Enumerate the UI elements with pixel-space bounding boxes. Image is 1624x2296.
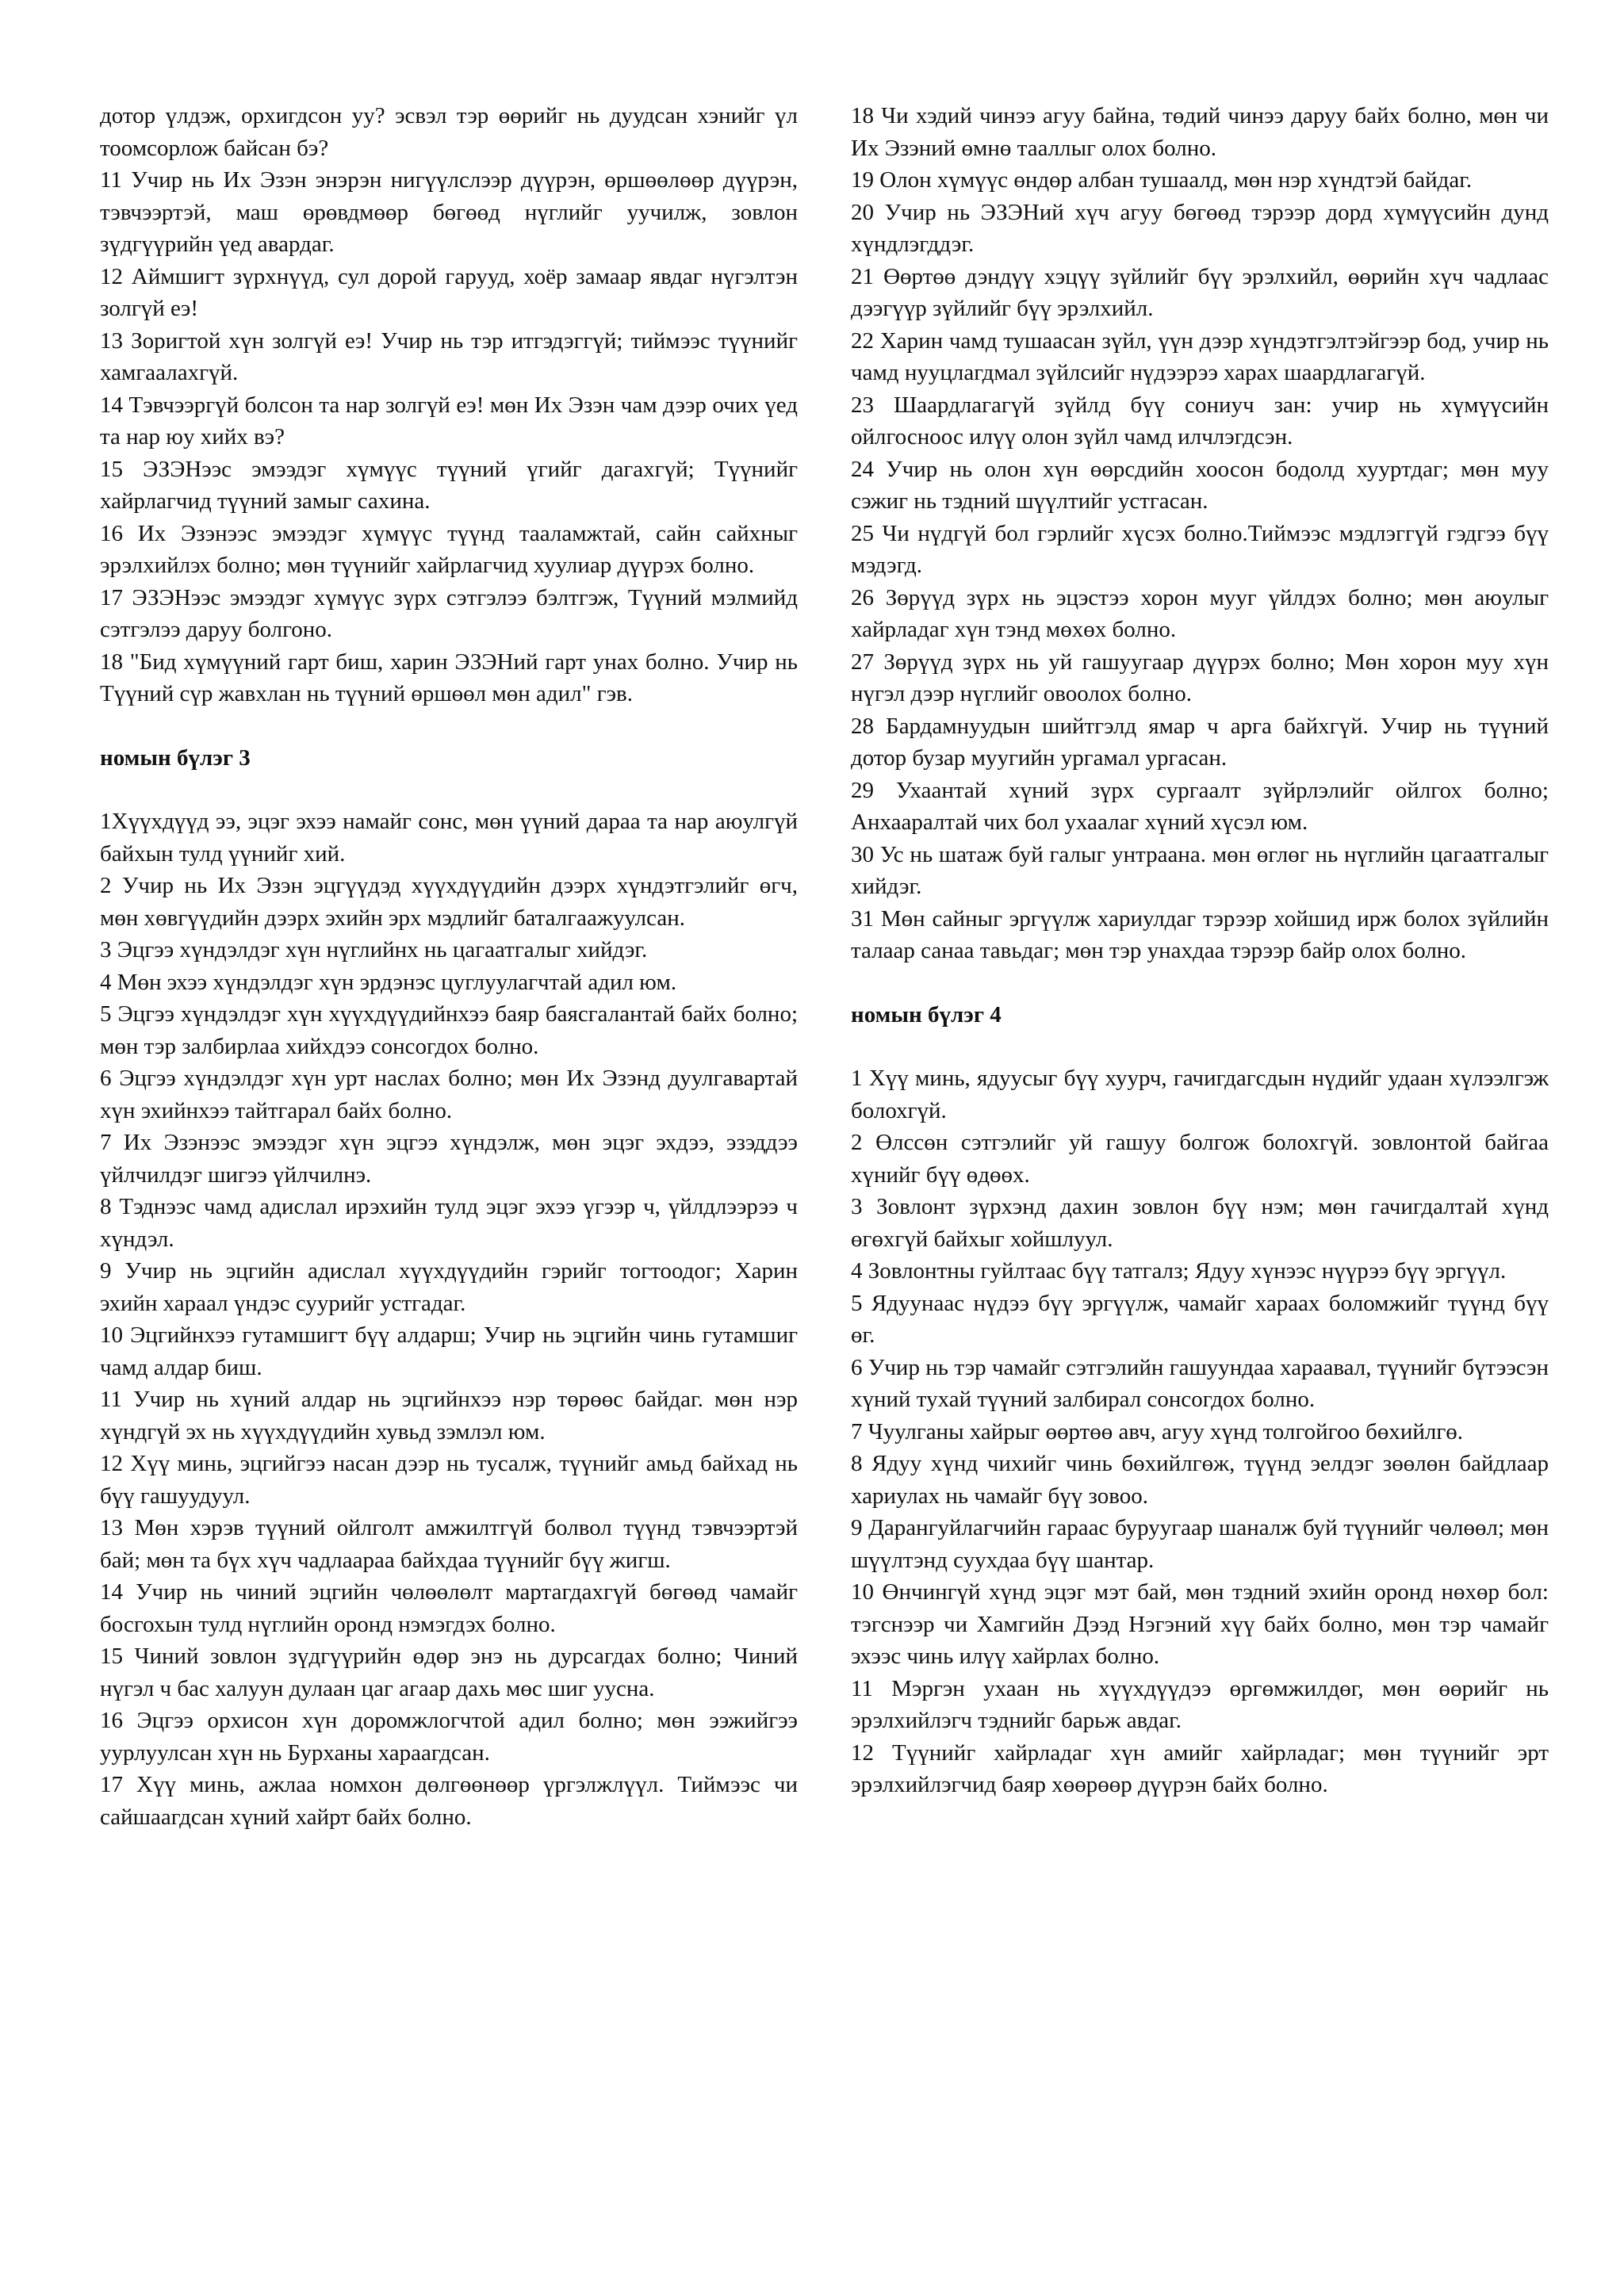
verse: 11 Учир нь хүний алдар нь эцгийнхээ нэр төрөөс байдаг. мөн нэр хүндгүй эх нь хүүхдүүдийн хувьд зэмлэл юм. (100, 1387, 798, 1445)
verse: 4 Мөн эхээ хүндэлдэг хүн эрдэнэс цуглуулагчтай адил юм. (100, 969, 677, 995)
right-verses-continuation (851, 100, 1549, 967)
verse: 3 Зовлонт зүрхэнд дахин зовлон бүү нэм; мөн гачигдалтай хүнд өгөхгүй байхыг хойшлуул. (851, 1194, 1549, 1252)
verse: 21 Өөртөө дэндүү хэцүү зүйлийг бүү эрэлхийл, өөрийн хүч чадлаас дээгүүр зүйлийг бүү эрэлхийл. (851, 263, 1549, 321)
verse: 10 Өнчингүй хүнд эцэг мэт бай, мөн тэдний эхийн оронд нөхөр бол: тэгснээр чи Хамгийн Дээд Нэгэний хүү байх болно, мөн тэр чамайг эхээс чинь илүү хайрлах болно. (851, 1579, 1549, 1669)
verse: 9 Учир нь эцгийн адислал хүүхдүүдийн гэрийг тогтоодог; Харин эхийн хараал үндэс суурийг устгадаг. (100, 1258, 798, 1316)
verse: 6 Эцгээ хүндэлдэг хүн урт наслах болно; мөн Их Эзэнд дуулгавартай хүн эхийнхээ тайтгарал байх болно. (100, 1066, 798, 1123)
verse: 13 Зоригтой хүн золгүй еэ! Учир нь тэр итгэдэггүй; тиймээс түүнийг хамгаалахгүй. (100, 327, 798, 385)
verse: 11 Учир нь Их Эзэн энэрэн нигүүлслээр дүүрэн, өршөөлөөр дүүрэн, тэвчээртэй, маш өрөвдмөөр бөгөөд нүглийг уучилж, зовлон зүдгүүрийн үед авардаг. (100, 167, 798, 257)
verse: 17 Хүү минь, ажлаа номхон дөлгөөнөөр үргэлжлүүл. Тиймээс чи сайшаагдсан хүний хайрт байх болно. (100, 1772, 798, 1830)
verse: 24 Учир нь олон хүн өөрсдийн хоосон бодолд хууртдаг; мөн муу сэжиг нь тэдний шүүлтийг устгасан. (851, 456, 1549, 514)
verse: 10 Эцгийнхээ гутамшигт бүү алдарш; Учир нь эцгийн чинь гутамшиг чамд алдар биш. (100, 1322, 798, 1380)
verse: 12 Хүү минь, эцгийгээ насан дээр нь тусалж, түүнийг амьд байхад нь бүү гашуудуул. (100, 1451, 798, 1509)
verse: 12 Түүнийг хайрладаг хүн амийг хайрладаг; мөн түүнийг эрт эрэлхийлэгчид баяр хөөрөөр дүүрэн байх болно. (851, 1739, 1549, 1797)
verse: 30 Ус нь шатаж буй галыг унтраана. мөн өглөг нь нүглийн цагаатгалыг хийдэг. (851, 841, 1549, 899)
verse: 20 Учир нь ЭЗЭНий хүч агуу бөгөөд тэрээр дорд хүмүүсийн дунд хүндлэгддэг. (851, 199, 1549, 257)
chapter-3-verses (100, 806, 798, 1833)
verse: 7 Чуулганы хайрыг өөртөө авч, агуу хүнд толгойгоо бөхийлгө. (851, 1418, 1463, 1445)
verse: 27 Зөрүүд зүрх нь уй гашуугаар дүүрэх болно; Мөн хорон муу хүн нүгэл дээр нүглийг овоолох болно. (851, 649, 1549, 706)
verse: 17 ЭЗЭНээс эмээдэг хүмүүс зүрх сэтгэлээ бэлтгэж, Түүний мэлмийд сэтгэлээ даруу болгоно. (100, 584, 798, 642)
chapter-4-verses (851, 1062, 1549, 1801)
verse: 28 Бардамнуудын шийтгэлд ямар ч арга байхгүй. Учир нь түүний дотор бузар муугийн ургамал ургасан. (851, 713, 1549, 771)
verse: 16 Эцгээ орхисон хүн доромжлогчтой адил болно; мөн ээжийгээ уурлуулсан хүн нь Бурханы хараагдсан. (100, 1708, 798, 1766)
verse: 3 Эцгээ хүндэлдэг хүн нүглийнх нь цагаатгалыг хийдэг. (100, 937, 648, 962)
verse: 13 Мөн хэрэв түүний ойлголт амжилтгүй болвол түүнд тэвчээртэй бай; мөн та бүх хүч чадлаараа байхдаа түүнийг бүү жигш. (100, 1515, 798, 1573)
verse: 18 Чи хэдий чинээ агуу байна, төдий чинээ даруу байх болно, мөн чи Их Эзэний өмнө тааллыг олох болно. (851, 103, 1549, 161)
verse: 14 Учир нь чиний эцгийн чөлөөлөлт мартагдахгүй бөгөөд чамайг босгохын тулд нүглийн оронд нэмэгдэх болно. (100, 1579, 798, 1637)
chapter-heading: номын бүлэг 3 (100, 744, 251, 771)
verse: 22 Харин чамд тушаасан зүйл, үүн дээр хүндэтгэлтэйгээр бод, учир нь чамд нууцлагдмал зүйлсийг нүдээрээ харах шаардлагагүй. (851, 327, 1549, 385)
verse: 15 ЭЗЭНээс эмээдэг хүмүүс түүний үгийг дагахгүй; Түүнийг хайрлагчид түүний замыг сахина. (100, 456, 798, 514)
verse: 26 Зөрүүд зүрх нь эцэстээ хорон мууг үйлдэх болно; мөн аюулыг хайрладаг хүн тэнд мөхөх болно. (851, 584, 1549, 642)
verse: 4 Зовлонтны гуйлтаас бүү татгалз; Ядуу хүнээс нүүрээ бүү эргүүл. (851, 1258, 1507, 1284)
verse: 16 Их Эзэнээс эмээдэг хүмүүс түүнд тааламжтай, сайн сайхныг эрэлхийлэх болно; мөн түүнийг хайрлагчид хуулиар дүүрэх болно. (100, 520, 798, 578)
verse: 9 Дарангуйлагчийн гараас буруугаар шаналж буй түүнийг чөлөөл; мөн шүүлтэнд суухдаа бүү шантар. (851, 1515, 1549, 1573)
left-verses-continuation (100, 100, 798, 710)
verse: 12 Аймшигт зүрхнүүд, сул дорой гарууд, хоёр замаар явдаг нүгэлтэн золгүй еэ! (100, 263, 798, 321)
verse: 1Хүүхдүүд ээ, эцэг эхээ намайг сонс, мөн үүний дараа та нар аюулгүй байхын тулд үүнийг хий. (100, 809, 798, 867)
verse: 2 Учир нь Их Эзэн эцгүүдэд хүүхдүүдийн дээрх хүндэтгэлийг өгч, мөн хөвгүүдийн дээрх эхийн эрх мэдлийг баталгаажуулсан. (100, 873, 798, 931)
verse: 19 Олон хүмүүс өндөр албан тушаалд, мөн нэр хүндтэй байдаг. (851, 167, 1473, 193)
verse: 1 Хүү минь, ядуусыг бүү хуурч, гачигдагсдын нүдийг удаан хүлээлгэж болохгүй. (851, 1066, 1549, 1123)
verse: 14 Тэвчээргүй болсон та нар золгүй еэ! мөн Их Эзэн чам дээр очих үед та нар юу хийх вэ? (100, 392, 798, 450)
chapter-heading: номын бүлэг 4 (851, 1001, 1002, 1027)
verse: 29 Ухаантай хүний зүрх сургаалт зүйрлэлийг ойлгох болно; Анхааралтай чих бол ухаалаг хүний хүсэл юм. (851, 777, 1549, 835)
verse: дотор үлдэж, орхигдсон уу? эсвэл тэр өөрийг нь дуудсан хэнийг үл тоомсорлож байсан бэ? (100, 103, 798, 161)
verse: 15 Чиний зовлон зүдгүүрийн өдөр энэ нь дурсагдах болно; Чиний нүгэл ч бас халуун дулаан цаг агаар дахь мөс шиг уусна. (100, 1644, 798, 1701)
verse: 5 Эцгээ хүндэлдэг хүн хүүхдүүдийнхээ баяр баясгалантай байх болно; мөн тэр залбирлаа хийхдээ сонсогдох болно. (100, 1001, 798, 1059)
verse: 23 Шаардлагагүй зүйлд бүү сониуч зан: учир нь хүмүүсийн ойлгосноос илүү олон зүйл чамд илчлэгдсэн. (851, 392, 1549, 450)
verse: 25 Чи нүдгүй бол гэрлийг хүсэх болно.Тиймээс мэдлэггүй гэдгээ бүү мэдэгд. (851, 520, 1549, 578)
verse: 5 Ядуунаас нүдээ бүү эргүүлж, чамайг хараах боломжийг түүнд бүү өг. (851, 1290, 1549, 1348)
verse: 2 Өлссөн сэтгэлийг уй гашуу болгож болохгүй. зовлонтой байгаа хүнийг бүү өдөөх. (851, 1130, 1549, 1188)
verse: 18 "Бид хүмүүний гарт биш, харин ЭЗЭНий гарт унах болно. Учир нь Түүний сүр жавхлан нь түүний өршөөл мөн адил" гэв. (100, 649, 798, 706)
verse: 6 Учир нь тэр чамайг сэтгэлийн гашуундаа хараавал, түүнийг бүтээсэн хүний тухай түүний залбирал сонсогдох болно. (851, 1354, 1549, 1412)
right-column (851, 100, 1549, 1801)
verse: 8 Тэднээс чамд адислал ирэхийн тулд эцэг эхээ үгээр ч, үйлдлээрээ ч хүндэл. (100, 1194, 798, 1252)
verse: 7 Их Эзэнээс эмээдэг хүн эцгээ хүндэлж, мөн эцэг эхдээ, эзэддээ үйлчилдэг шигээ үйлчилнэ. (100, 1130, 798, 1188)
verse: 8 Ядуу хүнд чихийг чинь бөхийлгөж, түүнд эелдэг зөөлөн байдлаар хариулах нь чамайг бүү зовоо. (851, 1451, 1549, 1509)
left-column (100, 100, 798, 1833)
verse: 31 Мөн сайныг эргүүлж хариулдаг тэрээр хойшид ирж болох зүйлийн талаар санаа тавьдаг; мөн тэр унахдаа тэрээр байр олох болно. (851, 905, 1549, 963)
verse: 11 Мэргэн ухаан нь хүүхдүүдээ өргөмжилдөг, мөн өөрийг нь эрэлхийлэгч тэднийг барьж авдаг. (851, 1675, 1549, 1733)
